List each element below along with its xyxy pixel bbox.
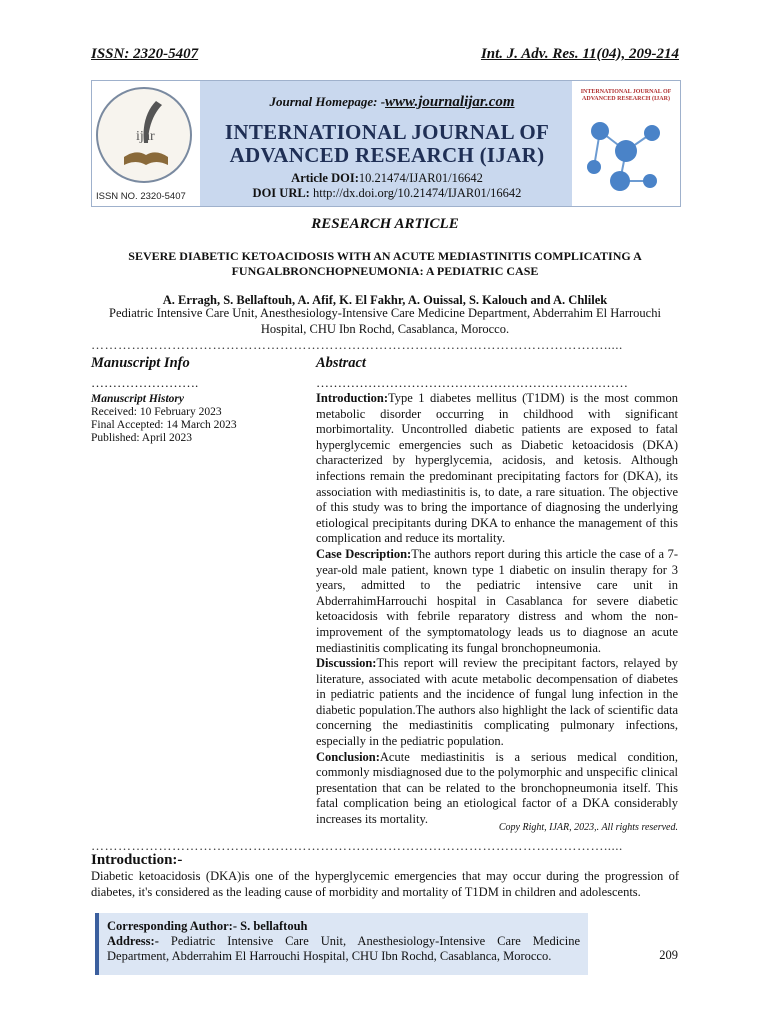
citation-header: Int. J. Adv. Res. 11(04), 209-214 (480, 46, 679, 62)
abstract-introduction (316, 391, 678, 547)
journal-title (202, 121, 572, 167)
molecule-icon (580, 111, 672, 199)
abstract-conclusion (316, 750, 678, 828)
journal-title-line2: ADVANCED RESEARCH (IJAR) (229, 143, 545, 167)
abstract-conclusion-text: Acute mediastinitis is a serious medical condition, commonly misdiagnosed due to the polymorphic and unspecific clinical presentation that can be related to the bronchopneumonia itself. This fatal complication being an etiological factor of a DKA considerably increases its mortality. (316, 749, 678, 827)
manuscript-dots: ……………………. (91, 375, 199, 390)
corresponding-author-label: Corresponding Author:- S. bellaftouh (107, 919, 308, 933)
doi-url[interactable]: http://dx.doi.org/10.21474/IJAR01/16642 (312, 186, 522, 200)
article-type: RESEARCH ARTICLE (311, 216, 459, 232)
logo-issn: ISSN NO. 2320-5407 (96, 191, 186, 202)
abstract-case (316, 547, 678, 656)
journal-title-line1: INTERNATIONAL JOURNAL OF (224, 120, 550, 144)
homepage-link[interactable]: www.journalijar.com (385, 94, 515, 110)
corresponding-author-box (95, 913, 588, 975)
abstract-intro-label: Introduction: (316, 391, 389, 405)
affiliation (91, 306, 679, 337)
address-text: Pediatric Intensive Care Unit, Anesthesiology-Intensive Care Medicine Department, Abderrahim El Harrouchi Hospital, CHU Ibn Rochd, Casablanca, Morocco. (107, 934, 580, 963)
introduction-text: Diabetic ketoacidosis (DKA)is one of the hyperglycemic emergencies that may occur during the progression of diabetes, it's considered as the leading cause of morbidity and mortality of T1DM in children and adolescents. (91, 869, 679, 899)
manuscript-history-label: Manuscript History (91, 393, 184, 405)
authors: A. Erragh, S. Bellaftouh, A. Afif, K. El Fakhr, A. Ouissal, S. Kalouch and A. Chlilek (162, 293, 608, 307)
abstract-case-text: The authors report during this article the case of a 7-year-old male patient, known type 1 diabetic on insulin therapy for 3 years, admitted to the pediatric intensive care unit in AbderrahimHarrouchi hospital in Casablanca for severe diabetic ketoacidosis with febrile reparatory distress and whom the non-improvement of the symptomatology leads us to diagnose an acute mediastinitis complicating its fungal bronchopneumonia. (316, 546, 678, 655)
manuscript-info-heading: Manuscript Info (91, 355, 190, 371)
abstract-case-label: Case Description: (316, 546, 412, 561)
abstract-discussion-label: Discussion: (316, 656, 377, 671)
separator-top: ……………………………………………………………………………………………………..... (91, 337, 623, 352)
introduction-heading: Introduction:- (91, 852, 183, 868)
abstract-discussion-text: This report will review the precipitant factors, relayed by literature, associated with acute metabolic decompensation of diabetes in pediatric patients and the incidence of fungal lung infection in the diabetic population.The authors also highlight the lack of scientific data concerning the mediastinitis complicating pulmonary infections, especially in the pediatric population. (316, 656, 678, 749)
doi-block (202, 171, 572, 201)
journal-cover-image (572, 81, 680, 206)
accepted-date: Final Accepted: 14 March 2023 (91, 419, 237, 431)
doi-url-label: DOI URL: (252, 186, 310, 200)
homepage-label: Journal Homepage: - (269, 94, 386, 109)
logo-emblem (96, 87, 192, 183)
article-title (91, 249, 679, 279)
journal-banner (91, 80, 681, 207)
article-title-line2: FUNGALBRONCHOPNEUMONIA: A PEDIATRIC CASE (231, 264, 539, 278)
doi-value: 10.21474/IJAR01/16642 (358, 171, 483, 185)
corresponding-address (107, 934, 580, 964)
logo-text: ijar (136, 129, 155, 144)
affiliation-line1: Pediatric Intensive Care Unit, Anesthesiology-Intensive Care Medicine Department, Abderrahim El Harrouchi (109, 306, 661, 320)
copyright: Copy Right, IJAR, 2023,. All rights reserved. (498, 822, 678, 833)
abstract-heading: Abstract (316, 355, 366, 371)
abstract-conclusion-label: Conclusion: (316, 749, 380, 764)
cover-title: INTERNATIONAL JOURNAL OF ADVANCED RESEARCH (IJAR) (580, 89, 672, 102)
manuscript-info (91, 355, 291, 445)
doi-label: Article DOI: (291, 171, 359, 185)
article-title-line1: SEVERE DIABETIC KETOACIDOSIS WITH AN ACUTE MEDIASTINITIS COMPLICATING A (128, 249, 642, 263)
journal-logo (92, 81, 200, 206)
address-label: Address:- (107, 934, 159, 948)
journal-homepage (262, 94, 522, 111)
page-number: 209 (659, 948, 678, 962)
separator-bottom: ……………………………………………………………………………………………………..... (91, 838, 623, 853)
published-date: Published: April 2023 (91, 432, 192, 444)
received-date: Received: 10 February 2023 (91, 406, 222, 418)
abstract-intro-text: Type 1 diabetes mellitus (T1DM) is the most common metabolic disorder occurring in childhood with significant morbimortality. Uncontrolled diabetic patients are exposed to fatal hyperglycemic emergencies such as Diabetic ketoacidosis (DKA) characterized by hyperglycemia, acidosis, and ketosis. Although infections remain the predominant precipitating factors for (DKA), its association with mediastinitis is, to date, a rare situation. The objective of this study was to bring the importance of diagnosing the underlying etiological precipitants during DKA to enhance the management of this complication and reduce its mortality. (316, 391, 678, 546)
affiliation-line2: Hospital, CHU Ibn Rochd, Casablanca, Morocco. (260, 321, 510, 336)
abstract-discussion (316, 656, 678, 750)
abstract-dots: ……………………………………………………………… (316, 375, 628, 390)
issn-header: ISSN: 2320-5407 (91, 46, 199, 62)
abstract (316, 355, 678, 828)
